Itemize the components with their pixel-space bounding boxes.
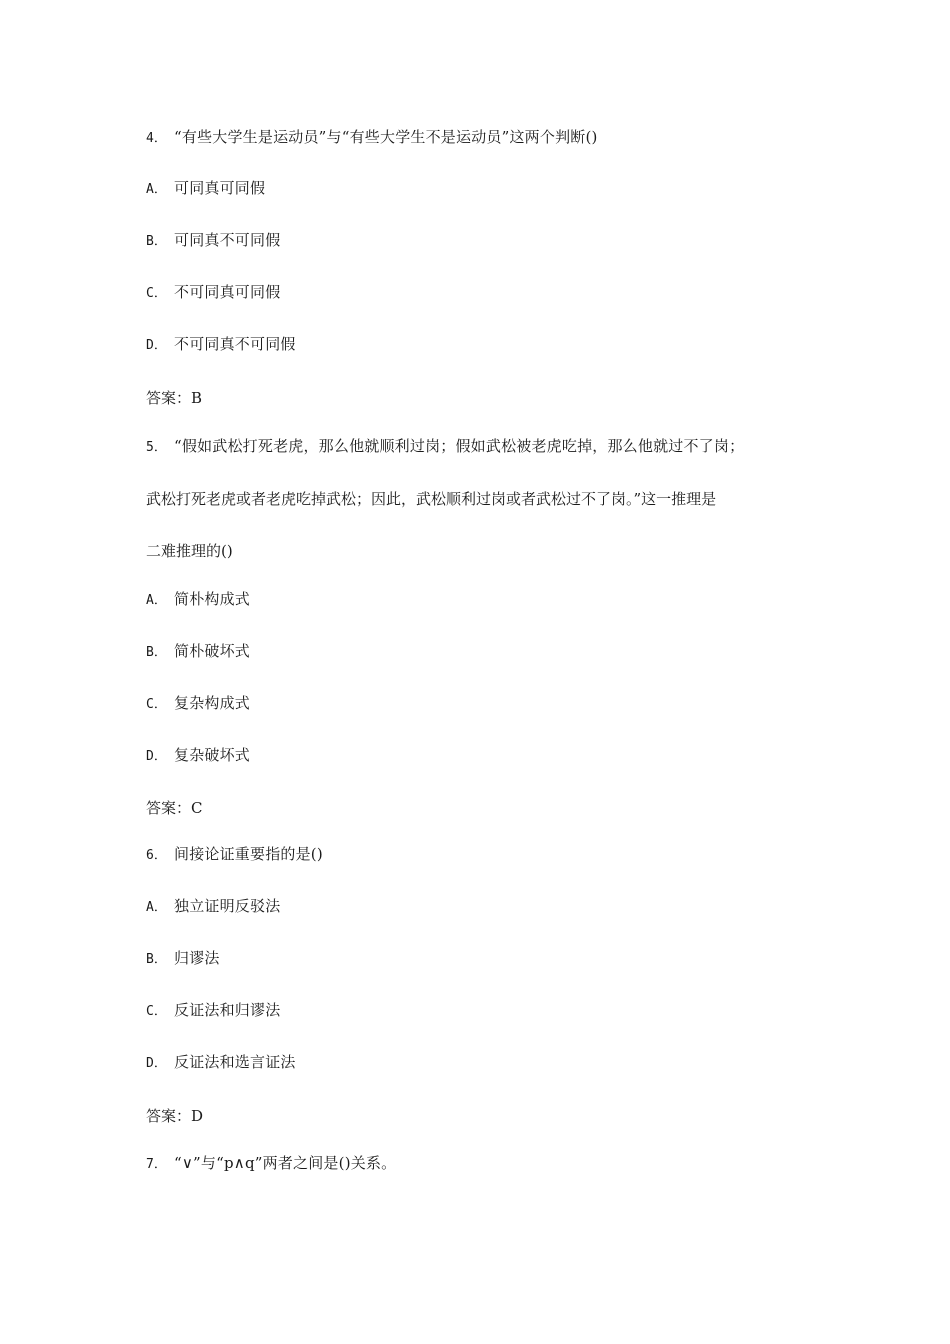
option-letter: B． <box>146 952 167 967</box>
option-letter: A． <box>146 900 167 915</box>
option-letter: D． <box>146 749 167 764</box>
option-letter: C． <box>146 1004 167 1019</box>
option-d <box>146 1052 296 1074</box>
option-text: 不可同真可同假 <box>174 283 281 301</box>
option-text: 归谬法 <box>174 949 220 967</box>
answer-4: 答案：B <box>146 389 203 407</box>
option-b <box>146 948 220 970</box>
answer-5: 答案：C <box>146 799 203 817</box>
answer-6: 答案：D <box>146 1107 204 1125</box>
option-text: 反证法和归谬法 <box>174 1001 281 1019</box>
option-letter: D． <box>146 338 167 353</box>
question-5-stem-line3: 二难推理的() <box>146 542 233 560</box>
option-letter: B． <box>146 234 167 249</box>
question-4-stem <box>146 127 598 149</box>
option-text: 反证法和选言证法 <box>174 1053 296 1071</box>
question-number: 6． <box>146 848 167 863</box>
question-text: “∨”与“p∧q”两者之间是()关系。 <box>174 1154 397 1172</box>
option-a <box>146 589 250 611</box>
option-text: 可同真不可同假 <box>174 231 281 249</box>
option-text: 简朴破坏式 <box>174 642 251 660</box>
option-letter: A． <box>146 593 167 608</box>
question-number: 7． <box>146 1157 167 1172</box>
option-text: 不可同真不可同假 <box>174 335 296 353</box>
option-text: 复杂破坏式 <box>174 746 251 764</box>
question-number: 5． <box>146 440 167 455</box>
question-text: 间接论证重要指的是() <box>174 845 323 863</box>
option-c <box>146 693 250 715</box>
option-d <box>146 745 250 767</box>
option-a <box>146 896 280 918</box>
option-letter: C． <box>146 697 167 712</box>
option-letter: D． <box>146 1056 167 1071</box>
question-5-stem <box>146 436 744 458</box>
option-text: 简朴构成式 <box>174 590 251 608</box>
option-letter: B． <box>146 645 167 660</box>
question-6-stem <box>146 844 323 866</box>
option-b <box>146 230 280 252</box>
option-c <box>146 282 280 304</box>
question-number: 4． <box>146 131 167 146</box>
question-7-stem <box>146 1153 396 1175</box>
option-text: 复杂构成式 <box>174 694 251 712</box>
option-c <box>146 1000 280 1022</box>
question-5-stem-line2: 武松打死老虎或者老虎吃掉武松；因此，武松顺利过岗或者武松过不了岗。”这一推理是 <box>146 490 717 508</box>
option-text: 可同真可同假 <box>174 179 266 197</box>
option-b <box>146 641 250 663</box>
question-text: “有些大学生是运动员”与“有些大学生不是运动员”这两个判断() <box>174 128 598 146</box>
option-d <box>146 334 296 356</box>
question-text: “假如武松打死老虎，那么他就顺利过岗；假如武松被老虎吃掉，那么他就过不了岗； <box>174 437 745 455</box>
option-letter: A． <box>146 182 167 197</box>
option-a <box>146 178 265 200</box>
option-letter: C． <box>146 286 167 301</box>
option-text: 独立证明反驳法 <box>174 897 281 915</box>
